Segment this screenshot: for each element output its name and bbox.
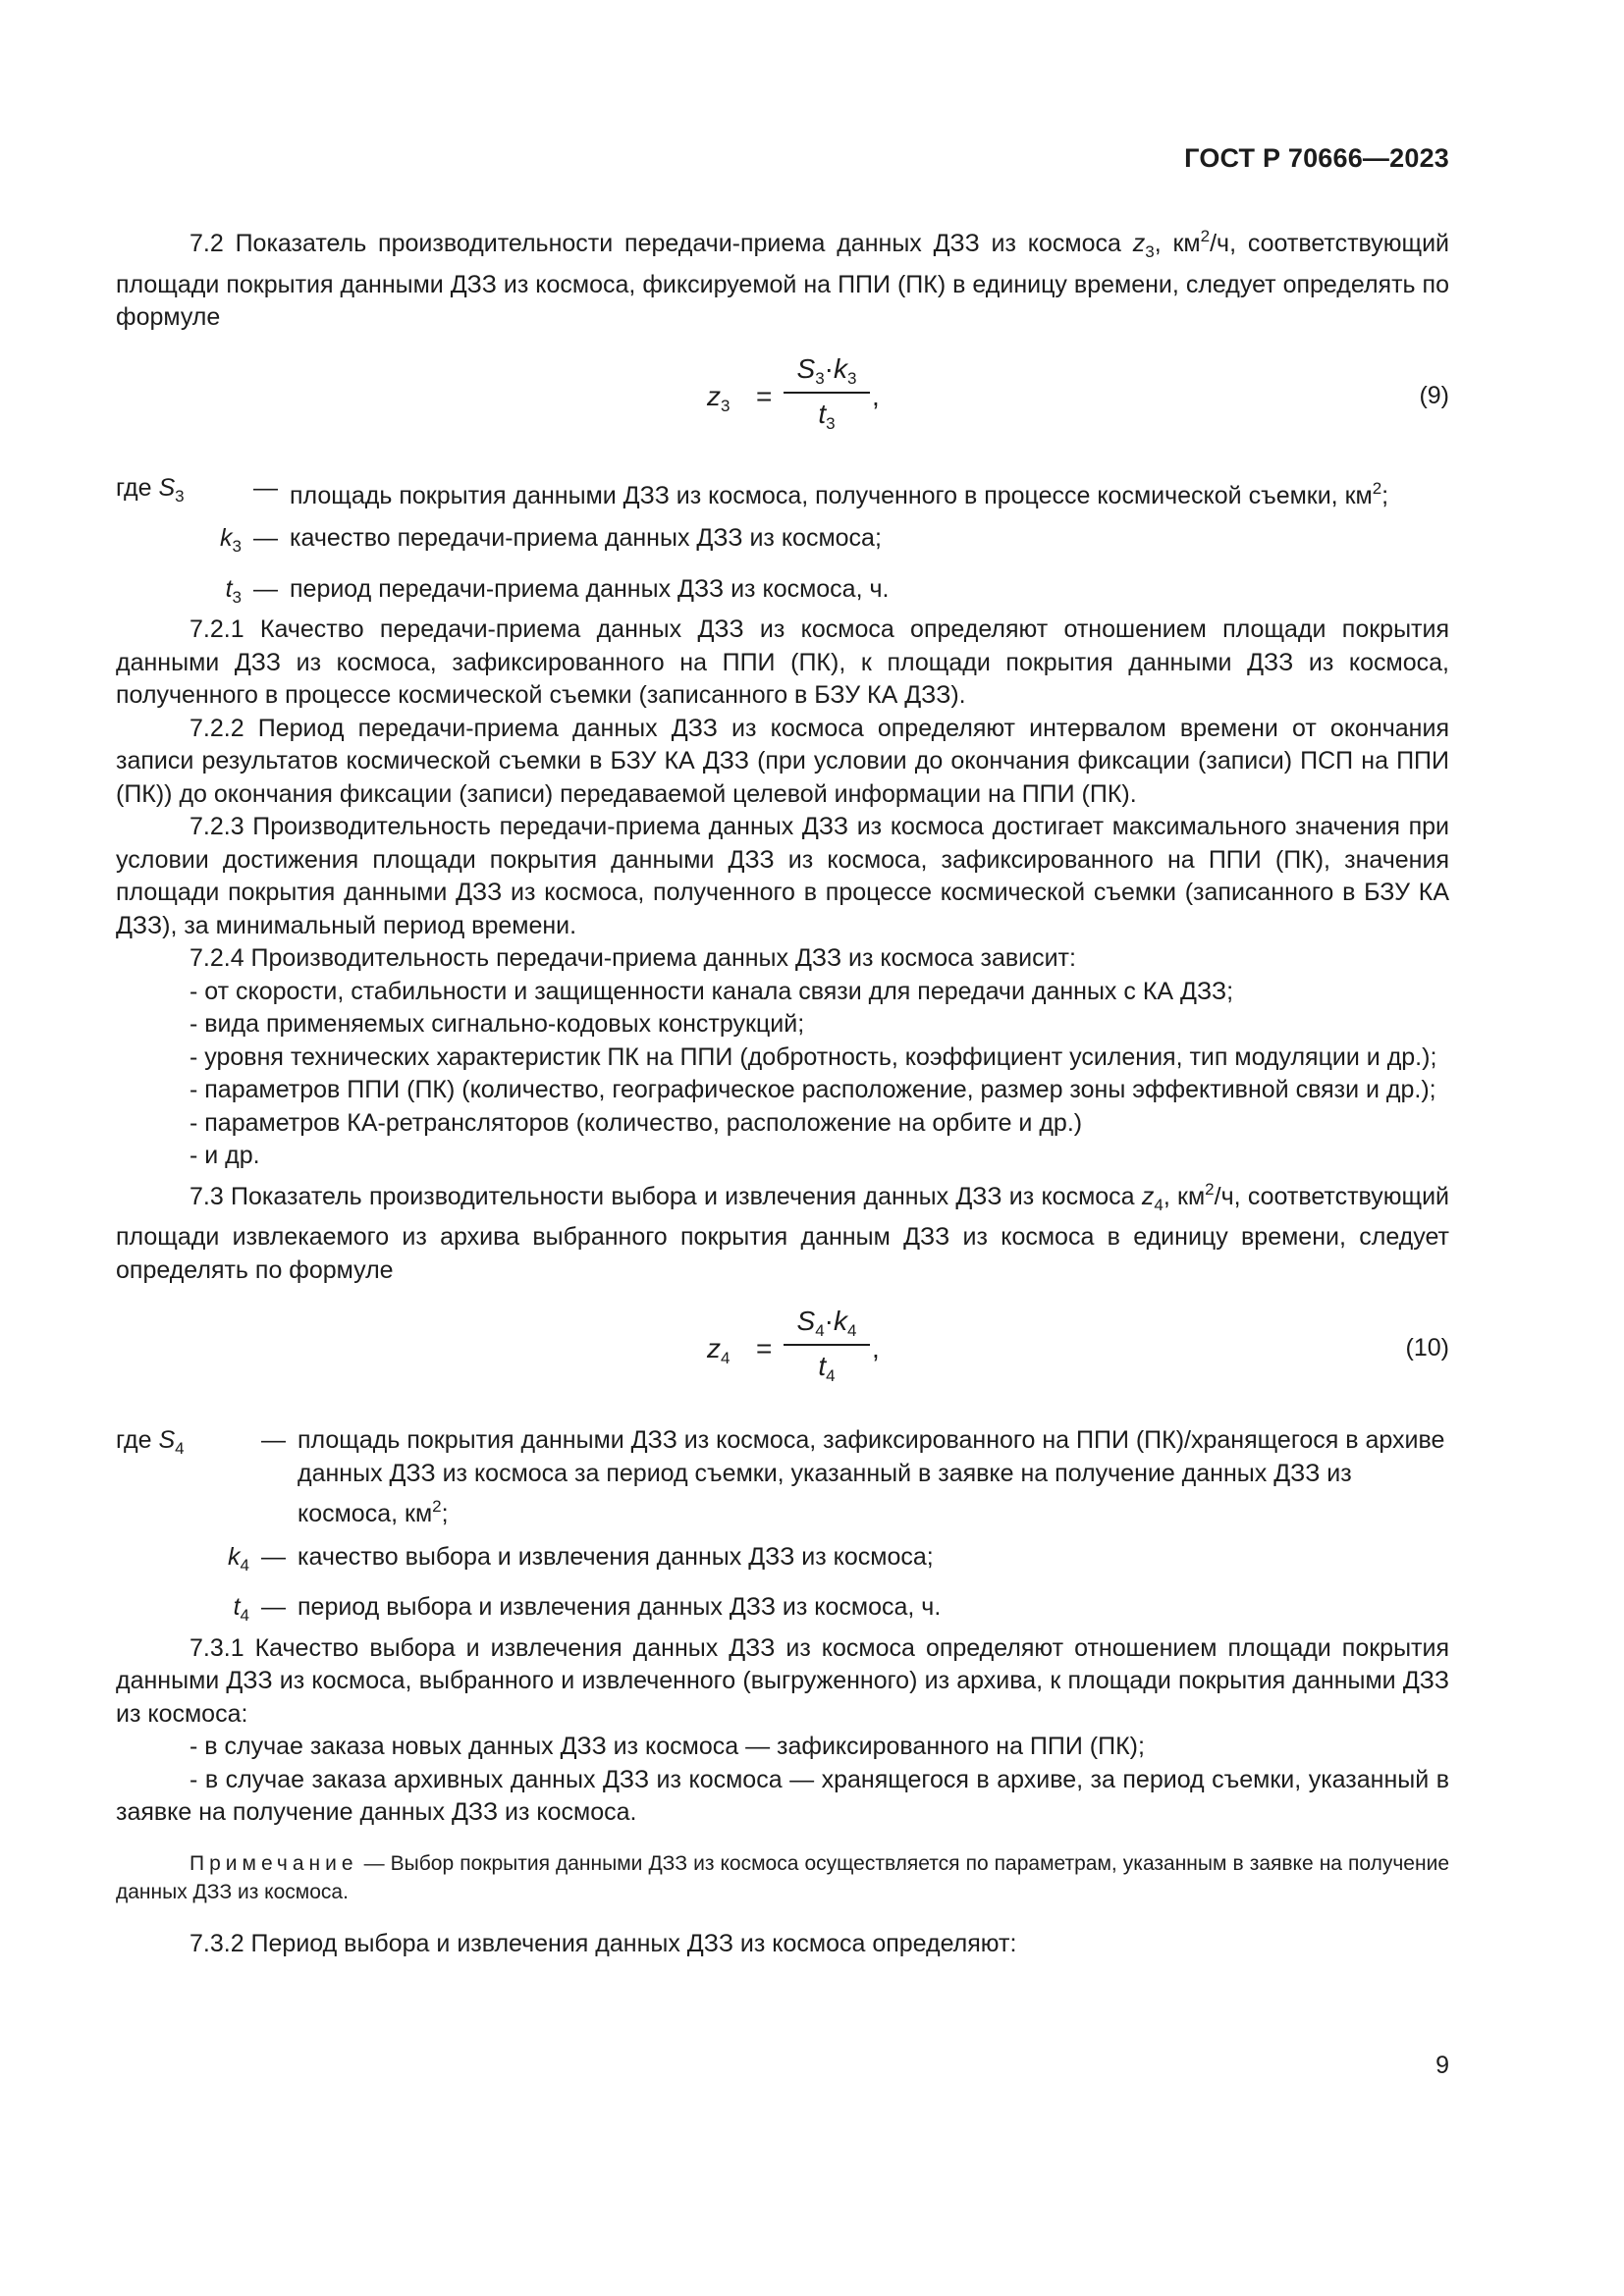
subscript: 4	[240, 1555, 249, 1575]
definitions-10	[116, 1424, 1449, 1632]
definition-dash: —	[261, 1593, 286, 1621]
multiply-dot: ·	[824, 1306, 834, 1336]
definition-dash: —	[261, 1426, 286, 1454]
list-item: - в случае заказа новых данных ДЗЗ из космоса — зафиксированного на ППИ (ПК);	[189, 1733, 1145, 1760]
subscript: 4	[1154, 1195, 1164, 1214]
denominator	[784, 1350, 870, 1393]
equals-sign: =	[756, 1333, 773, 1363]
subscript: 3	[815, 368, 825, 388]
paragraph-7-2-4: 7.2.4 Производительность передачи-приема данных ДЗЗ из космоса зависит:	[189, 944, 1076, 972]
list-item: - в случае заказа архивных данных ДЗЗ из космоса — хранящегося в архиве, за период съемки, указанный в заявке на получение данных ДЗЗ из космоса.	[116, 1765, 1449, 1826]
note-text: — Выбор покрытия данными ДЗЗ из космоса осуществляется по параметрам, указанным в заявке на получение данных ДЗЗ из космоса.	[116, 1851, 1449, 1903]
paragraph-7-2	[116, 220, 1449, 335]
definition-item	[116, 1541, 1449, 1582]
list-item: - вида применяемых сигнально-кодовых конструкций;	[189, 1010, 805, 1038]
multiply-dot: ·	[824, 352, 834, 384]
subscript: 3	[175, 486, 185, 506]
subscript: 4	[721, 1349, 731, 1367]
fraction	[784, 1305, 870, 1393]
fraction-bar	[784, 1344, 870, 1346]
subscript: 3	[1145, 242, 1155, 261]
superscript: 2	[1205, 1179, 1215, 1199]
standard-id: ГОСТ Р 70666—2023	[1184, 143, 1449, 173]
list-item: - параметров ППИ (ПК) (количество, географическое расположение, размер зоны эффективной связи и др.);	[189, 1076, 1436, 1103]
paragraph-7-2-1: 7.2.1 Качество передачи-приема данных ДЗЗ из космоса определяют отношением площади покрытия данными ДЗЗ из космоса, зафиксированного на ППИ (ПК), к площади покрытия данными ДЗЗ из космоса, полученного в процессе космической съемки (записанного в БЗУ КА ДЗЗ).	[116, 615, 1449, 709]
paragraph-7-2-2: 7.2.2 Период передачи-приема данных ДЗЗ из космоса определяют интервалом времени от окончания записи результатов космической съемки в БЗУ КА ДЗЗ (при условии до окончания фиксации (записи) ПСП на ППИ (ПК)) до окончания фиксации (записи) передаваемой целевой информации на ППИ (ПК).	[116, 714, 1449, 808]
definition-symbol	[116, 522, 242, 563]
formula-9	[116, 343, 1449, 453]
note	[116, 1849, 1449, 1906]
subscript: 3	[232, 587, 242, 607]
definition-body: период передачи-приема данных ДЗЗ из космоса, ч.	[290, 574, 890, 603]
variable: k	[834, 352, 847, 384]
variable: t	[233, 1593, 241, 1621]
paragraph-text: /ч, соответствующий площади извлекаемого из архива выбранного покрытия данным ДЗЗ из космоса в единицу времени, следует определять по формуле	[116, 1182, 1449, 1284]
formula-lhs	[707, 1332, 730, 1375]
subscript: 3	[826, 413, 836, 433]
definition-dash: —	[261, 1542, 286, 1571]
formula-10	[116, 1295, 1449, 1405]
definition-item	[116, 472, 1449, 513]
subscript: 3	[721, 396, 731, 415]
subscript: 3	[847, 368, 857, 388]
fraction	[784, 352, 870, 441]
document-body	[116, 220, 1449, 1960]
definition-text	[290, 472, 1449, 513]
subscript: 4	[175, 1439, 185, 1458]
definition-dash: —	[253, 524, 278, 552]
definition-tail: ;	[441, 1500, 449, 1527]
definition-body: качество передачи-приема данных ДЗЗ из космоса;	[290, 524, 882, 552]
definition-dash: —	[253, 574, 278, 603]
subscript: 4	[847, 1321, 857, 1340]
variable: z	[1141, 1182, 1155, 1210]
paragraph-7-3-2: 7.3.2 Период выбора и извлечения данных ДЗЗ из космоса определяют:	[189, 1929, 1017, 1957]
fraction-bar	[784, 392, 870, 394]
definition-item	[116, 1591, 1449, 1632]
variable: z	[707, 380, 721, 411]
definition-body: качество выбора и извлечения данных ДЗЗ из космоса;	[298, 1542, 934, 1571]
definition-text	[298, 1424, 1449, 1531]
paragraph-text: 7.2 Показатель производительности передачи-приема данных ДЗЗ из космоса	[189, 230, 1133, 257]
paragraph-text: 7.3 Показатель производительности выбора и извлечения данных ДЗЗ из космоса	[189, 1182, 1142, 1210]
paragraph-7-3-1: 7.3.1 Качество выбора и извлечения данных ДЗЗ из космоса определяют отношением площади покрытия данными ДЗЗ из космоса, выбранного и извлеченного (выгруженного) из архива, к площади покрытия данными ДЗЗ из космоса:	[116, 1633, 1449, 1728]
paragraph-7-3	[116, 1173, 1449, 1288]
numerator	[784, 1305, 870, 1340]
definition-symbol	[116, 1424, 249, 1531]
list-item: - уровня технических характеристик ПК на ППИ (добротность, коэффициент усиления, тип модуляции и др.);	[189, 1042, 1437, 1071]
definition-item	[116, 573, 1449, 614]
list-item: - от скорости, стабильности и защищенности канала связи для передачи данных с КА ДЗЗ;	[189, 977, 1234, 1005]
variable: k	[834, 1306, 847, 1336]
definition-text	[298, 1541, 1449, 1582]
unit-text: , км	[1154, 230, 1201, 257]
definition-body: площадь покрытия данными ДЗЗ из космоса, полученного в процессе космической съемки, км	[290, 481, 1373, 509]
variable: S	[158, 473, 176, 502]
definition-text	[290, 573, 1449, 614]
variable: k	[220, 524, 233, 552]
paragraph-7-2-3: 7.2.3 Производительность передачи-приема данных ДЗЗ из космоса достигает максимального значения при условии достижения площади покрытия данными ДЗЗ из космоса, зафиксированного на ППИ (ПК), значения площади покрытия данными ДЗЗ из космоса, полученного в процессе космической съемки (записанного в БЗУ КА ДЗЗ), за минимальный период времени.	[116, 813, 1449, 939]
numerator	[784, 352, 870, 388]
definition-item	[116, 522, 1449, 563]
formula-lhs	[707, 380, 730, 423]
superscript: 2	[432, 1497, 442, 1516]
definition-symbol	[116, 1591, 249, 1632]
variable: S	[796, 1306, 816, 1336]
formula-number: (10)	[1405, 1334, 1449, 1362]
definition-body: период выбора и извлечения данных ДЗЗ из космоса, ч.	[298, 1593, 942, 1621]
definition-prefix: где	[116, 473, 159, 502]
definition-text	[290, 522, 1449, 563]
variable: t	[225, 574, 233, 603]
variable: S	[158, 1426, 176, 1454]
superscript: 2	[1200, 227, 1211, 245]
definition-symbol	[116, 1541, 249, 1582]
variable: k	[228, 1542, 241, 1571]
formula-comma: ,	[872, 1333, 880, 1363]
paragraph-text: /ч, соответствующий площади покрытия данными ДЗЗ из космоса, фиксируемой на ППИ (ПК) в единицу времени, следует определять по формуле	[116, 230, 1449, 331]
subscript: 4	[826, 1366, 836, 1385]
definition-tail: ;	[1381, 481, 1389, 509]
formula-number: (9)	[1419, 381, 1449, 409]
equals-sign: =	[756, 380, 773, 411]
subscript: 3	[232, 537, 242, 556]
variable: t	[818, 1351, 827, 1381]
variable: S	[796, 352, 816, 384]
definitions-9	[116, 472, 1449, 614]
definition-symbol	[116, 573, 242, 614]
definition-dash: —	[253, 473, 278, 502]
variable: z	[1132, 230, 1146, 257]
list-item: - параметров КА-ретрансляторов (количество, расположение на орбите и др.)	[189, 1108, 1083, 1137]
page-number: 9	[1435, 2052, 1449, 2079]
definition-item	[116, 1424, 1449, 1531]
unit-text: , км	[1163, 1182, 1206, 1210]
definition-body: площадь покрытия данными ДЗЗ из космоса, зафиксированного на ППИ (ПК)/хранящегося в архиве данных ДЗЗ из космоса за период съемки, указанный в заявке на получение данных ДЗЗ из космоса, км	[298, 1426, 1445, 1527]
denominator	[784, 398, 870, 441]
variable: z	[707, 1333, 721, 1363]
variable: t	[818, 398, 827, 429]
subscript: 4	[815, 1321, 825, 1340]
definition-prefix: где	[116, 1426, 159, 1454]
superscript: 2	[1372, 478, 1382, 498]
subscript: 4	[240, 1606, 249, 1625]
definition-symbol	[116, 472, 242, 513]
note-label: Примечание	[189, 1851, 358, 1875]
definition-text	[298, 1591, 1449, 1632]
formula-comma: ,	[872, 380, 880, 411]
list-item: - и др.	[189, 1142, 260, 1169]
